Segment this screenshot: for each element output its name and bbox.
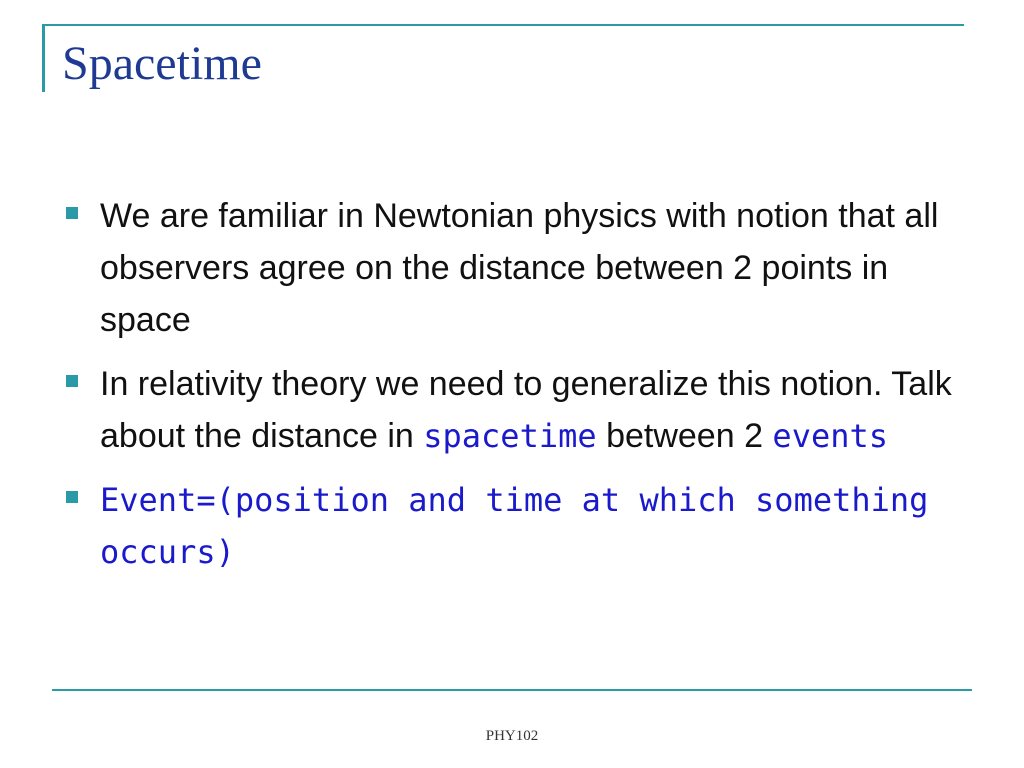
bullet-item <box>66 190 966 346</box>
title-side-rule <box>42 26 45 92</box>
bullet-text <box>100 358 966 462</box>
event-definition: Event=(position and time at which something occurs) <box>100 481 929 571</box>
bullet-text: We are familiar in Newtonian physics with notion that all observers agree on the distance between 2 points in space <box>100 197 939 339</box>
bullet-text-part: In relativity theory we need to generalize this notion. Talk about the distance in <box>100 365 952 455</box>
title-top-rule <box>42 24 964 26</box>
bullet-item <box>66 358 966 462</box>
bullet-list <box>66 190 966 590</box>
footer-label: PHY102 <box>485 728 539 744</box>
square-bullet-icon <box>66 375 78 387</box>
highlight-term-spacetime: spacetime <box>423 417 597 455</box>
bullet-text-part: between 2 <box>596 417 773 455</box>
square-bullet-icon <box>66 207 78 219</box>
highlight-term-events: events <box>772 417 889 455</box>
slide-title: Spacetime <box>62 37 262 90</box>
footer-rule <box>52 689 972 691</box>
bullet-item <box>66 474 966 578</box>
square-bullet-icon <box>66 491 78 503</box>
